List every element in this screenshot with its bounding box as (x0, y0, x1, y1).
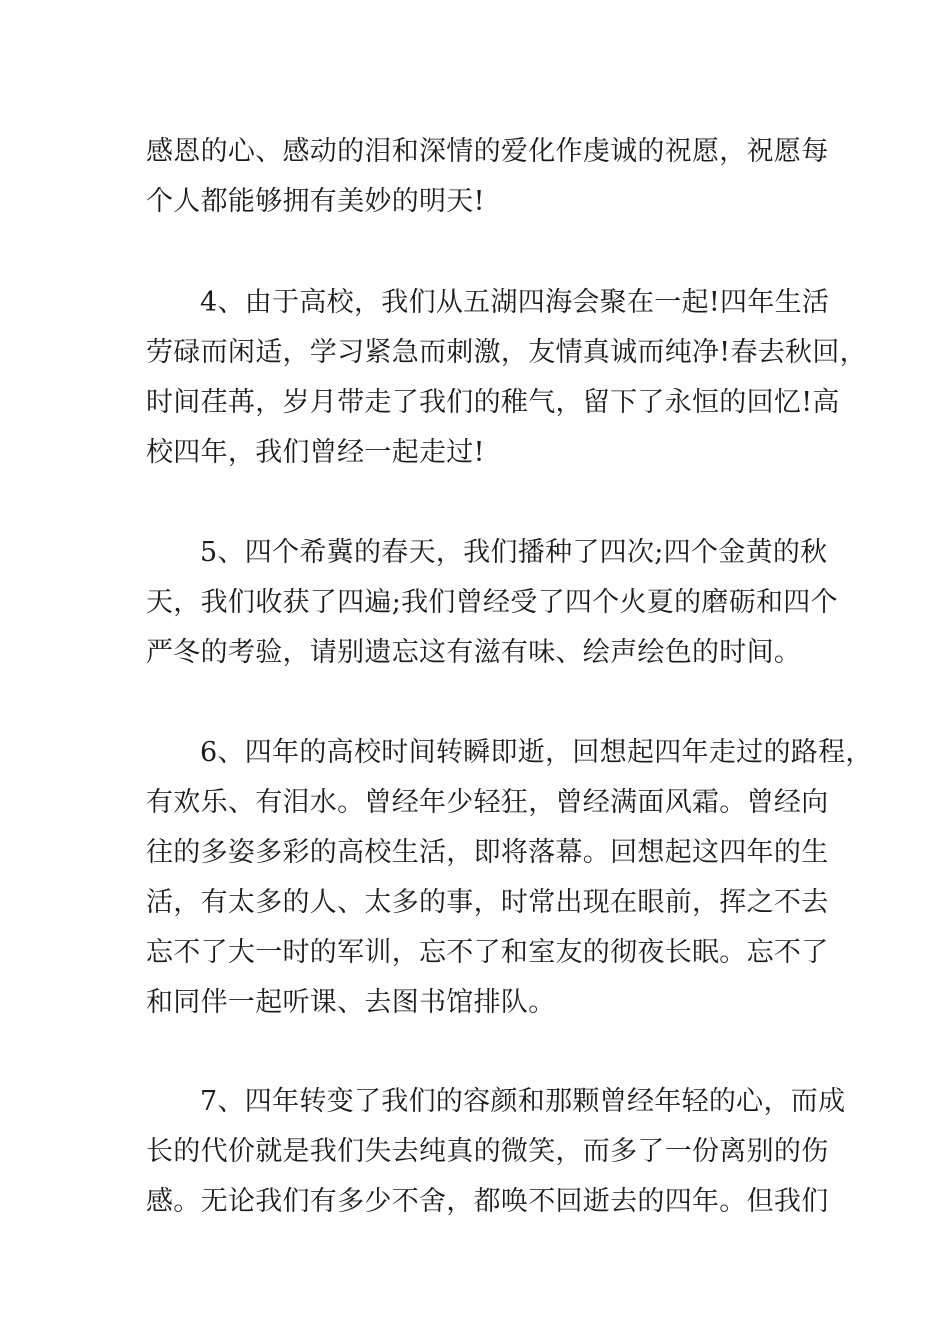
text-line: 7、四年转变了我们的容颜和那颗曾经年轻的心，而成 (200, 1086, 846, 1117)
text-line: 劳碌而闲适，学习紧急而刺激，友情真诚而纯净!春去秋回， (146, 337, 867, 368)
text-line: 个人都能够拥有美妙的明天! (146, 186, 485, 217)
text-line: 4、由于高校，我们从五湖四海会聚在一起!四年生活 (200, 287, 830, 318)
text-line: 天，我们收获了四遍;我们曾经受了四个火夏的磨砺和四个 (146, 587, 838, 618)
text-line: 严冬的考验，请别遗忘这有滋有味、绘声绘色的时间。 (146, 637, 802, 668)
text-line: 校四年，我们曾经一起走过! (146, 437, 485, 468)
text-line: 有欢乐、有泪水。曾经年少轻狂，曾经满面风霜。曾经向 (146, 787, 829, 818)
text-line: 感。无论我们有多少不舍，都唤不回逝去的四年。但我们 (146, 1186, 829, 1217)
text-line: 感恩的心、感动的泪和深情的爱化作虔诚的祝愿，祝愿每 (146, 136, 829, 167)
text-line: 长的代价就是我们失去纯真的微笑，而多了一份离别的伤 (146, 1136, 829, 1167)
text-line: 5、四个希冀的春天，我们播种了四次;四个金黄的秋 (200, 537, 828, 568)
text-line: 时间荏苒，岁月带走了我们的稚气，留下了永恒的回忆!高 (146, 387, 840, 418)
text-line: 忘不了大一时的军训，忘不了和室友的彻夜长眠。忘不了 (146, 937, 829, 968)
text-line: 往的多姿多彩的高校生活，即将落幕。回想起这四年的生 (146, 837, 829, 868)
text-line: 和同伴一起听课、去图书馆排队。 (146, 987, 556, 1018)
text-line: 活，有太多的人、太多的事，时常出现在眼前，挥之不去 (146, 887, 829, 918)
text-line: 6、四年的高校时间转瞬即逝，回想起四年走过的路程， (200, 737, 873, 768)
